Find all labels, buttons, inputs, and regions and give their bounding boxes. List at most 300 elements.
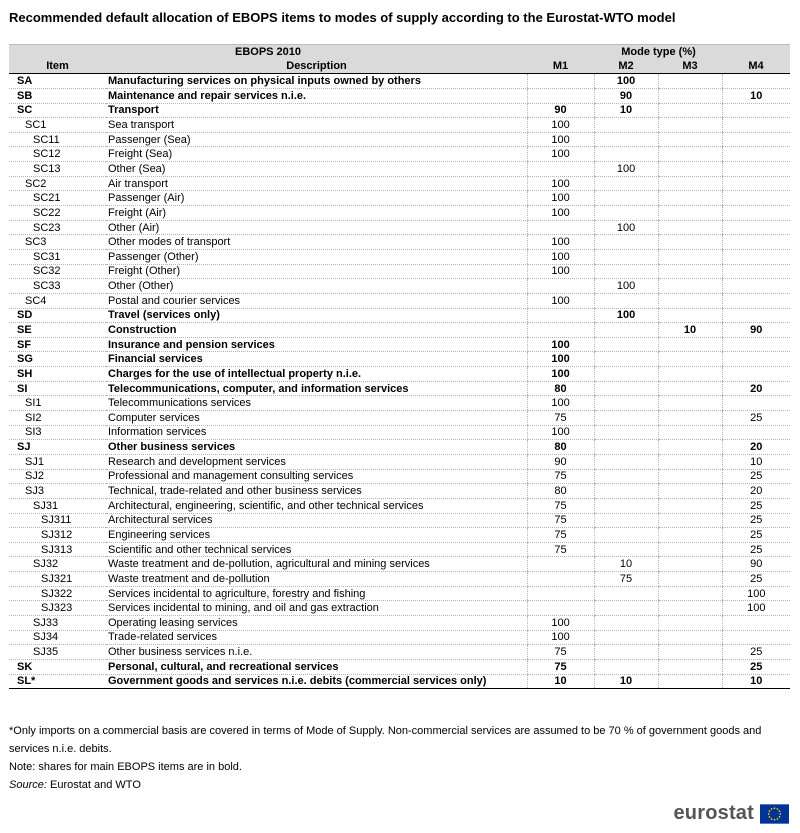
- item-description: Professional and management consulting services: [106, 469, 527, 484]
- value-m1: 100: [527, 396, 594, 411]
- value-m1: 100: [527, 249, 594, 264]
- item-code: SC23: [9, 220, 106, 235]
- value-m2: 100: [594, 308, 658, 323]
- item-code: SI3: [9, 425, 106, 440]
- value-m3: [658, 411, 722, 426]
- value-m1: 80: [527, 440, 594, 455]
- value-m3: [658, 352, 722, 367]
- item-code: SC12: [9, 147, 106, 162]
- item-description: Financial services: [106, 352, 527, 367]
- value-m3: [658, 601, 722, 616]
- value-m4: [722, 235, 790, 250]
- flag-background: [760, 804, 789, 823]
- value-m4: [722, 630, 790, 645]
- value-m3: [658, 528, 722, 543]
- item-description: Passenger (Sea): [106, 132, 527, 147]
- item-code: SC11: [9, 132, 106, 147]
- value-m4: 25: [722, 411, 790, 426]
- table-row: [9, 674, 790, 689]
- value-m3: [658, 425, 722, 440]
- item-description: Insurance and pension services: [106, 337, 527, 352]
- footnote: *Only imports on a commercial basis are covered in terms of Mode of Supply. Non-commercial services are assumed to be 70 % of government goods and services n.i.e. debits.: [9, 725, 762, 755]
- value-m4: [722, 220, 790, 235]
- value-m3: [658, 659, 722, 674]
- table-row: [9, 396, 790, 411]
- value-m4: [722, 279, 790, 294]
- item-description: Waste treatment and de-pollution: [106, 572, 527, 587]
- value-m3: [658, 484, 722, 499]
- value-m2: [594, 337, 658, 352]
- item-description: Construction: [106, 323, 527, 338]
- value-m4: [722, 147, 790, 162]
- notes-section: [9, 722, 789, 794]
- value-m3: [658, 572, 722, 587]
- item-description: Computer services: [106, 411, 527, 426]
- value-m4: 100: [722, 586, 790, 601]
- value-m3: [658, 615, 722, 630]
- flag-star: [779, 816, 781, 818]
- item-description: Sea transport: [106, 118, 527, 133]
- value-m3: [658, 557, 722, 572]
- value-m3: [658, 337, 722, 352]
- value-m4: [722, 176, 790, 191]
- value-m1: 75: [527, 469, 594, 484]
- value-m2: [594, 264, 658, 279]
- value-m2: 10: [594, 103, 658, 118]
- header-ebops: EBOPS 2010: [9, 45, 527, 60]
- value-m1: 10: [527, 674, 594, 689]
- value-m4: 25: [722, 572, 790, 587]
- value-m3: [658, 367, 722, 382]
- value-m1: 100: [527, 191, 594, 206]
- flag-star: [774, 807, 776, 809]
- value-m2: [594, 601, 658, 616]
- value-m3: [658, 396, 722, 411]
- value-m1: 75: [527, 498, 594, 513]
- value-m1: 100: [527, 147, 594, 162]
- value-m3: [658, 454, 722, 469]
- item-code: SJ321: [9, 572, 106, 587]
- value-m2: [594, 659, 658, 674]
- value-m2: [594, 542, 658, 557]
- table-row: [9, 162, 790, 177]
- item-description: Architectural services: [106, 513, 527, 528]
- item-code: SC2: [9, 176, 106, 191]
- item-code: SH: [9, 367, 106, 382]
- item-description: Freight (Other): [106, 264, 527, 279]
- value-m1: 100: [527, 352, 594, 367]
- item-description: Telecommunications services: [106, 396, 527, 411]
- item-description: Operating leasing services: [106, 615, 527, 630]
- source-label: Source:: [9, 779, 47, 791]
- item-code: SB: [9, 88, 106, 103]
- table-body: [9, 74, 790, 689]
- table-row: [9, 103, 790, 118]
- value-m3: [658, 469, 722, 484]
- value-m1: 100: [527, 337, 594, 352]
- item-code: SF: [9, 337, 106, 352]
- item-description: Manufacturing services on physical inputs owned by others: [106, 74, 527, 89]
- value-m3: [658, 147, 722, 162]
- item-description: Engineering services: [106, 528, 527, 543]
- value-m3: [658, 206, 722, 221]
- value-m4: 100: [722, 601, 790, 616]
- value-m3: [658, 88, 722, 103]
- table-row: [9, 528, 790, 543]
- item-description: Telecommunications, computer, and information services: [106, 381, 527, 396]
- value-m4: [722, 206, 790, 221]
- value-m4: [722, 191, 790, 206]
- value-m1: 100: [527, 264, 594, 279]
- value-m2: [594, 498, 658, 513]
- value-m2: [594, 411, 658, 426]
- flag-star: [771, 818, 773, 820]
- value-m2: [594, 235, 658, 250]
- value-m4: [722, 118, 790, 133]
- value-m3: [658, 220, 722, 235]
- value-m4: 25: [722, 498, 790, 513]
- item-description: Other business services: [106, 440, 527, 455]
- table-row: [9, 176, 790, 191]
- table-row: [9, 615, 790, 630]
- item-code: SJ35: [9, 645, 106, 660]
- value-m3: [658, 191, 722, 206]
- flag-star: [769, 816, 771, 818]
- value-m1: 100: [527, 630, 594, 645]
- item-code: SC22: [9, 206, 106, 221]
- table-row: [9, 411, 790, 426]
- value-m3: 10: [658, 323, 722, 338]
- item-code: SK: [9, 659, 106, 674]
- item-code: SC4: [9, 293, 106, 308]
- value-m4: 25: [722, 542, 790, 557]
- value-m1: 75: [527, 645, 594, 660]
- item-description: Freight (Air): [106, 206, 527, 221]
- item-code: SI1: [9, 396, 106, 411]
- item-description: Passenger (Air): [106, 191, 527, 206]
- header-m3: M3: [658, 59, 722, 74]
- value-m1: 75: [527, 659, 594, 674]
- header-mode-type: Mode type (%): [527, 45, 790, 60]
- value-m1: 100: [527, 118, 594, 133]
- value-m4: 20: [722, 381, 790, 396]
- value-m1: [527, 572, 594, 587]
- table-row: [9, 118, 790, 133]
- table-row: [9, 425, 790, 440]
- value-m1: 80: [527, 381, 594, 396]
- item-description: Research and development services: [106, 454, 527, 469]
- item-code: SI: [9, 381, 106, 396]
- value-m4: [722, 308, 790, 323]
- value-m2: [594, 440, 658, 455]
- item-code: SC3: [9, 235, 106, 250]
- item-description: Maintenance and repair services n.i.e.: [106, 88, 527, 103]
- value-m2: [594, 381, 658, 396]
- table-row: [9, 469, 790, 484]
- value-m1: 100: [527, 425, 594, 440]
- value-m3: [658, 264, 722, 279]
- value-m4: [722, 162, 790, 177]
- table-row: [9, 572, 790, 587]
- value-m4: 20: [722, 484, 790, 499]
- value-m2: [594, 630, 658, 645]
- item-code: SJ311: [9, 513, 106, 528]
- table-row: [9, 191, 790, 206]
- value-m4: [722, 425, 790, 440]
- value-m3: [658, 132, 722, 147]
- table-row: [9, 235, 790, 250]
- value-m4: [722, 396, 790, 411]
- table-row: [9, 132, 790, 147]
- table-row: [9, 367, 790, 382]
- value-m2: [594, 249, 658, 264]
- table-row: [9, 220, 790, 235]
- item-code: SJ313: [9, 542, 106, 557]
- value-m2: 90: [594, 88, 658, 103]
- value-m2: [594, 425, 658, 440]
- value-m2: [594, 513, 658, 528]
- value-m2: [594, 176, 658, 191]
- value-m2: [594, 528, 658, 543]
- value-m1: 75: [527, 513, 594, 528]
- value-m2: [594, 293, 658, 308]
- value-m4: [722, 103, 790, 118]
- flag-star: [771, 808, 773, 810]
- table-row: [9, 586, 790, 601]
- value-m2: 10: [594, 674, 658, 689]
- flag-star: [779, 813, 781, 815]
- source-line: [9, 776, 789, 794]
- table-row: [9, 440, 790, 455]
- item-description: Scientific and other technical services: [106, 542, 527, 557]
- value-m3: [658, 498, 722, 513]
- item-description: Passenger (Other): [106, 249, 527, 264]
- table-row: [9, 659, 790, 674]
- value-m1: [527, 586, 594, 601]
- value-m3: [658, 162, 722, 177]
- item-code: SD: [9, 308, 106, 323]
- value-m1: 100: [527, 176, 594, 191]
- value-m3: [658, 308, 722, 323]
- eurostat-logo: [673, 802, 789, 825]
- item-code: SC21: [9, 191, 106, 206]
- value-m4: 25: [722, 528, 790, 543]
- item-description: Travel (services only): [106, 308, 527, 323]
- item-code: SC32: [9, 264, 106, 279]
- item-description: Transport: [106, 103, 527, 118]
- value-m4: [722, 352, 790, 367]
- value-m4: 25: [722, 645, 790, 660]
- value-m1: 75: [527, 542, 594, 557]
- item-description: Personal, cultural, and recreational services: [106, 659, 527, 674]
- item-description: Other modes of transport: [106, 235, 527, 250]
- value-m4: 25: [722, 513, 790, 528]
- table-row: [9, 484, 790, 499]
- eu-flag-icon: [760, 804, 789, 824]
- item-code: SC: [9, 103, 106, 118]
- value-m1: [527, 74, 594, 89]
- table-row: [9, 557, 790, 572]
- value-m3: [658, 249, 722, 264]
- value-m2: [594, 484, 658, 499]
- header-description: Description: [106, 59, 527, 74]
- table-row: [9, 147, 790, 162]
- value-m2: 100: [594, 162, 658, 177]
- value-m4: 25: [722, 469, 790, 484]
- table-row: [9, 308, 790, 323]
- item-code: SJ34: [9, 630, 106, 645]
- item-code: SC1: [9, 118, 106, 133]
- value-m1: 100: [527, 132, 594, 147]
- value-m2: [594, 586, 658, 601]
- value-m2: 100: [594, 74, 658, 89]
- value-m1: 80: [527, 484, 594, 499]
- table-row: [9, 323, 790, 338]
- flag-star: [768, 813, 770, 815]
- value-m2: [594, 118, 658, 133]
- value-m4: [722, 367, 790, 382]
- value-m1: 100: [527, 367, 594, 382]
- value-m4: 10: [722, 674, 790, 689]
- flag-star: [779, 810, 781, 812]
- source-text: Eurostat and WTO: [49, 779, 141, 791]
- value-m1: 100: [527, 206, 594, 221]
- item-code: SJ33: [9, 615, 106, 630]
- item-code: SI2: [9, 411, 106, 426]
- allocation-table: [9, 44, 790, 689]
- value-m4: [722, 264, 790, 279]
- item-code: SJ2: [9, 469, 106, 484]
- table-row: [9, 601, 790, 616]
- value-m4: [722, 249, 790, 264]
- table-row: [9, 381, 790, 396]
- table-row: [9, 74, 790, 89]
- value-m3: [658, 293, 722, 308]
- item-description: Other (Sea): [106, 162, 527, 177]
- value-m4: [722, 74, 790, 89]
- item-code: SE: [9, 323, 106, 338]
- value-m2: [594, 323, 658, 338]
- flag-star: [774, 818, 776, 820]
- value-m3: [658, 118, 722, 133]
- value-m2: [594, 645, 658, 660]
- item-description: Trade-related services: [106, 630, 527, 645]
- value-m2: [594, 352, 658, 367]
- item-code: SA: [9, 74, 106, 89]
- logo-text: eurostat: [673, 802, 754, 824]
- value-m1: 75: [527, 411, 594, 426]
- value-m3: [658, 645, 722, 660]
- value-m4: 10: [722, 88, 790, 103]
- item-description: Freight (Sea): [106, 147, 527, 162]
- item-code: SC13: [9, 162, 106, 177]
- item-description: Government goods and services n.i.e. debits (commercial services only): [106, 674, 527, 689]
- value-m1: [527, 220, 594, 235]
- value-m3: [658, 513, 722, 528]
- table-row: [9, 542, 790, 557]
- item-description: Charges for the use of intellectual property n.i.e.: [106, 367, 527, 382]
- value-m2: [594, 191, 658, 206]
- value-m4: [722, 337, 790, 352]
- item-description: Information services: [106, 425, 527, 440]
- table-row: [9, 264, 790, 279]
- value-m1: [527, 88, 594, 103]
- value-m3: [658, 440, 722, 455]
- value-m4: 25: [722, 659, 790, 674]
- item-code: SL*: [9, 674, 106, 689]
- value-m1: [527, 308, 594, 323]
- item-code: SJ32: [9, 557, 106, 572]
- item-code: SJ312: [9, 528, 106, 543]
- item-description: Architectural, engineering, scientific, and other technical services: [106, 498, 527, 513]
- header-m1: M1: [527, 59, 594, 74]
- value-m4: [722, 132, 790, 147]
- value-m4: 10: [722, 454, 790, 469]
- table-row: [9, 249, 790, 264]
- value-m3: [658, 542, 722, 557]
- bold-note: Note: shares for main EBOPS items are in bold.: [9, 761, 242, 773]
- value-m1: 90: [527, 103, 594, 118]
- header-m4: M4: [722, 59, 790, 74]
- value-m2: [594, 469, 658, 484]
- value-m1: 75: [527, 528, 594, 543]
- value-m4: 90: [722, 557, 790, 572]
- item-description: Waste treatment and de-pollution, agricultural and mining services: [106, 557, 527, 572]
- value-m4: [722, 615, 790, 630]
- header-m2: M2: [594, 59, 658, 74]
- value-m1: 100: [527, 293, 594, 308]
- table-row: [9, 645, 790, 660]
- flag-star: [769, 810, 771, 812]
- item-code: SJ323: [9, 601, 106, 616]
- value-m1: 100: [527, 235, 594, 250]
- value-m1: [527, 557, 594, 572]
- item-description: Technical, trade-related and other business services: [106, 484, 527, 499]
- item-description: Other business services n.i.e.: [106, 645, 527, 660]
- item-description: Other (Other): [106, 279, 527, 294]
- item-code: SC31: [9, 249, 106, 264]
- value-m1: 90: [527, 454, 594, 469]
- item-code: SC33: [9, 279, 106, 294]
- page-title: Recommended default allocation of EBOPS items to modes of supply according to the Eurostat-WTO model: [9, 10, 676, 25]
- item-description: Postal and courier services: [106, 293, 527, 308]
- value-m1: [527, 601, 594, 616]
- value-m3: [658, 74, 722, 89]
- table-row: [9, 513, 790, 528]
- value-m2: 100: [594, 279, 658, 294]
- table-row: [9, 337, 790, 352]
- header-item: Item: [9, 59, 106, 74]
- value-m2: [594, 132, 658, 147]
- value-m2: [594, 615, 658, 630]
- flag-star: [777, 808, 779, 810]
- table-row: [9, 206, 790, 221]
- header-group-row: [9, 45, 790, 60]
- value-m2: 75: [594, 572, 658, 587]
- value-m2: [594, 367, 658, 382]
- value-m4: [722, 293, 790, 308]
- table-row: [9, 352, 790, 367]
- value-m2: 10: [594, 557, 658, 572]
- value-m3: [658, 381, 722, 396]
- item-description: Services incidental to agriculture, forestry and fishing: [106, 586, 527, 601]
- value-m3: [658, 279, 722, 294]
- table-row: [9, 279, 790, 294]
- value-m1: [527, 323, 594, 338]
- item-code: SG: [9, 352, 106, 367]
- item-code: SJ3: [9, 484, 106, 499]
- value-m1: 100: [527, 615, 594, 630]
